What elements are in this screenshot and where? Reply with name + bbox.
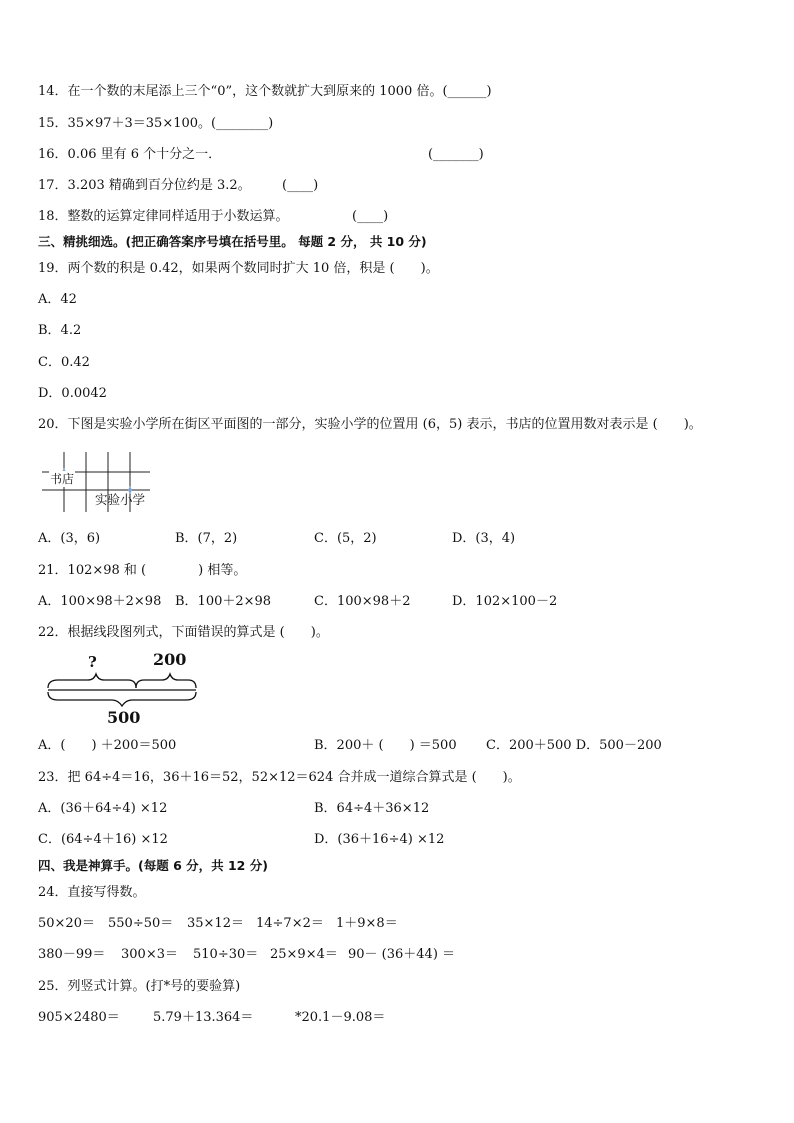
question-20-option-a[interactable]: A．(3，6)	[38, 531, 101, 546]
calc-item: 550÷50＝	[108, 916, 174, 931]
question-18: 18．整数的运算定律同样适用于小数运算。	[38, 209, 289, 224]
question-23-option-d[interactable]: D．(36＋16÷4) ×12	[314, 832, 445, 847]
question-23-option-a[interactable]: A．(36＋64÷4) ×12	[38, 801, 168, 816]
calc-item: 14÷7×2＝	[256, 916, 324, 931]
diagram-total-label: 500	[107, 708, 141, 727]
question-20-option-c[interactable]: C．(5，2)	[314, 531, 377, 546]
section-3-title: 三、精挑细选。(把正确答案序号填在括号里。 每题 2 分， 共 10 分)	[38, 234, 427, 249]
question-23-stem: 23．把 64÷4＝16，36＋16＝52，52×12＝624 合并成一道综合算式是 ( )。	[38, 770, 521, 785]
calc-item: 380－99＝	[38, 947, 106, 962]
calc-item: 510÷30＝	[193, 947, 259, 962]
section-4-title: 四、我是神算手。(每题 6 分，共 12 分)	[38, 858, 268, 873]
question-21-option-c[interactable]: C．100×98＋2	[314, 594, 411, 609]
question-20-option-d[interactable]: D．(3，4)	[452, 531, 516, 546]
question-20-option-b[interactable]: B．(7，2)	[175, 531, 238, 546]
calc-item: 50×20＝	[38, 916, 95, 931]
question-14: 14．在一个数的末尾添上三个“0”，这个数就扩大到原来的 1000 倍。(______)	[38, 84, 492, 99]
question-19-option-b[interactable]: B．4.2	[38, 323, 82, 338]
question-25-stem: 25．列竖式计算。(打*号的要验算)	[38, 979, 241, 994]
question-19-option-a[interactable]: A．42	[38, 292, 77, 307]
question-17: 17．3.203 精确到百分位约是 3.2。	[38, 178, 251, 193]
question-15: 15．35×97＋3＝35×100。(________)	[38, 116, 274, 131]
calc-item: 35×12＝	[187, 916, 244, 931]
calc-item: 1＋9×8＝	[336, 916, 398, 931]
question-17-blank[interactable]: (____)	[282, 178, 319, 193]
question-21-option-d[interactable]: D．102×100－2	[452, 594, 558, 609]
diagram-unknown-label: ?	[88, 653, 97, 671]
question-23-option-c[interactable]: C．(64÷4＋16) ×12	[38, 832, 168, 847]
calc-item: 300×3＝	[121, 947, 178, 962]
question-22-option-cd[interactable]: C．200＋500 D．500－200	[486, 738, 662, 753]
map-label-bookstore: 书店	[50, 472, 75, 486]
vertical-calc-item: 905×2480＝	[38, 1010, 120, 1025]
vertical-calc-item: 5.79＋13.364＝	[153, 1010, 254, 1025]
question-22-option-a[interactable]: A．( ) ＋200＝500	[38, 738, 177, 753]
question-22-option-b[interactable]: B．200＋ ( ) ＝500	[314, 738, 457, 753]
question-19-option-c[interactable]: C．0.42	[38, 355, 90, 370]
question-20-stem: 20．下图是实验小学所在街区平面图的一部分，实验小学的位置用 (6，5) 表示，书店的位置用数对表示是 ( )。	[38, 417, 702, 432]
question-19-stem: 19．两个数的积是 0.42，如果两个数同时扩大 10 倍，积是 ( )。	[38, 261, 439, 276]
calc-item: 25×9×4＝	[270, 947, 338, 962]
diagram-part-label: 200	[153, 650, 187, 669]
calc-item: 90－ (36＋44) ＝	[348, 947, 456, 962]
map-label-school: 实验小学	[95, 492, 146, 507]
question-21-stem: 21．102×98 和 ( ) 相等。	[38, 563, 247, 578]
question-24-stem: 24．直接写得数。	[38, 885, 146, 900]
question-16: 16．0.06 里有 6 个十分之一．	[38, 147, 222, 162]
question-21-option-b[interactable]: B．100＋2×98	[175, 594, 272, 609]
question-19-option-d[interactable]: D．0.0042	[38, 386, 107, 401]
vertical-calc-item: *20.1－9.08＝	[295, 1010, 386, 1025]
question-21-option-a[interactable]: A．100×98＋2×98	[38, 594, 162, 609]
question-16-blank[interactable]: (_______)	[428, 147, 484, 162]
question-23-option-b[interactable]: B．64÷4＋36×12	[314, 801, 430, 816]
question-18-blank[interactable]: (____)	[352, 209, 389, 224]
question-22-stem: 22．根据线段图列式，下面错误的算式是 ( )。	[38, 625, 329, 640]
